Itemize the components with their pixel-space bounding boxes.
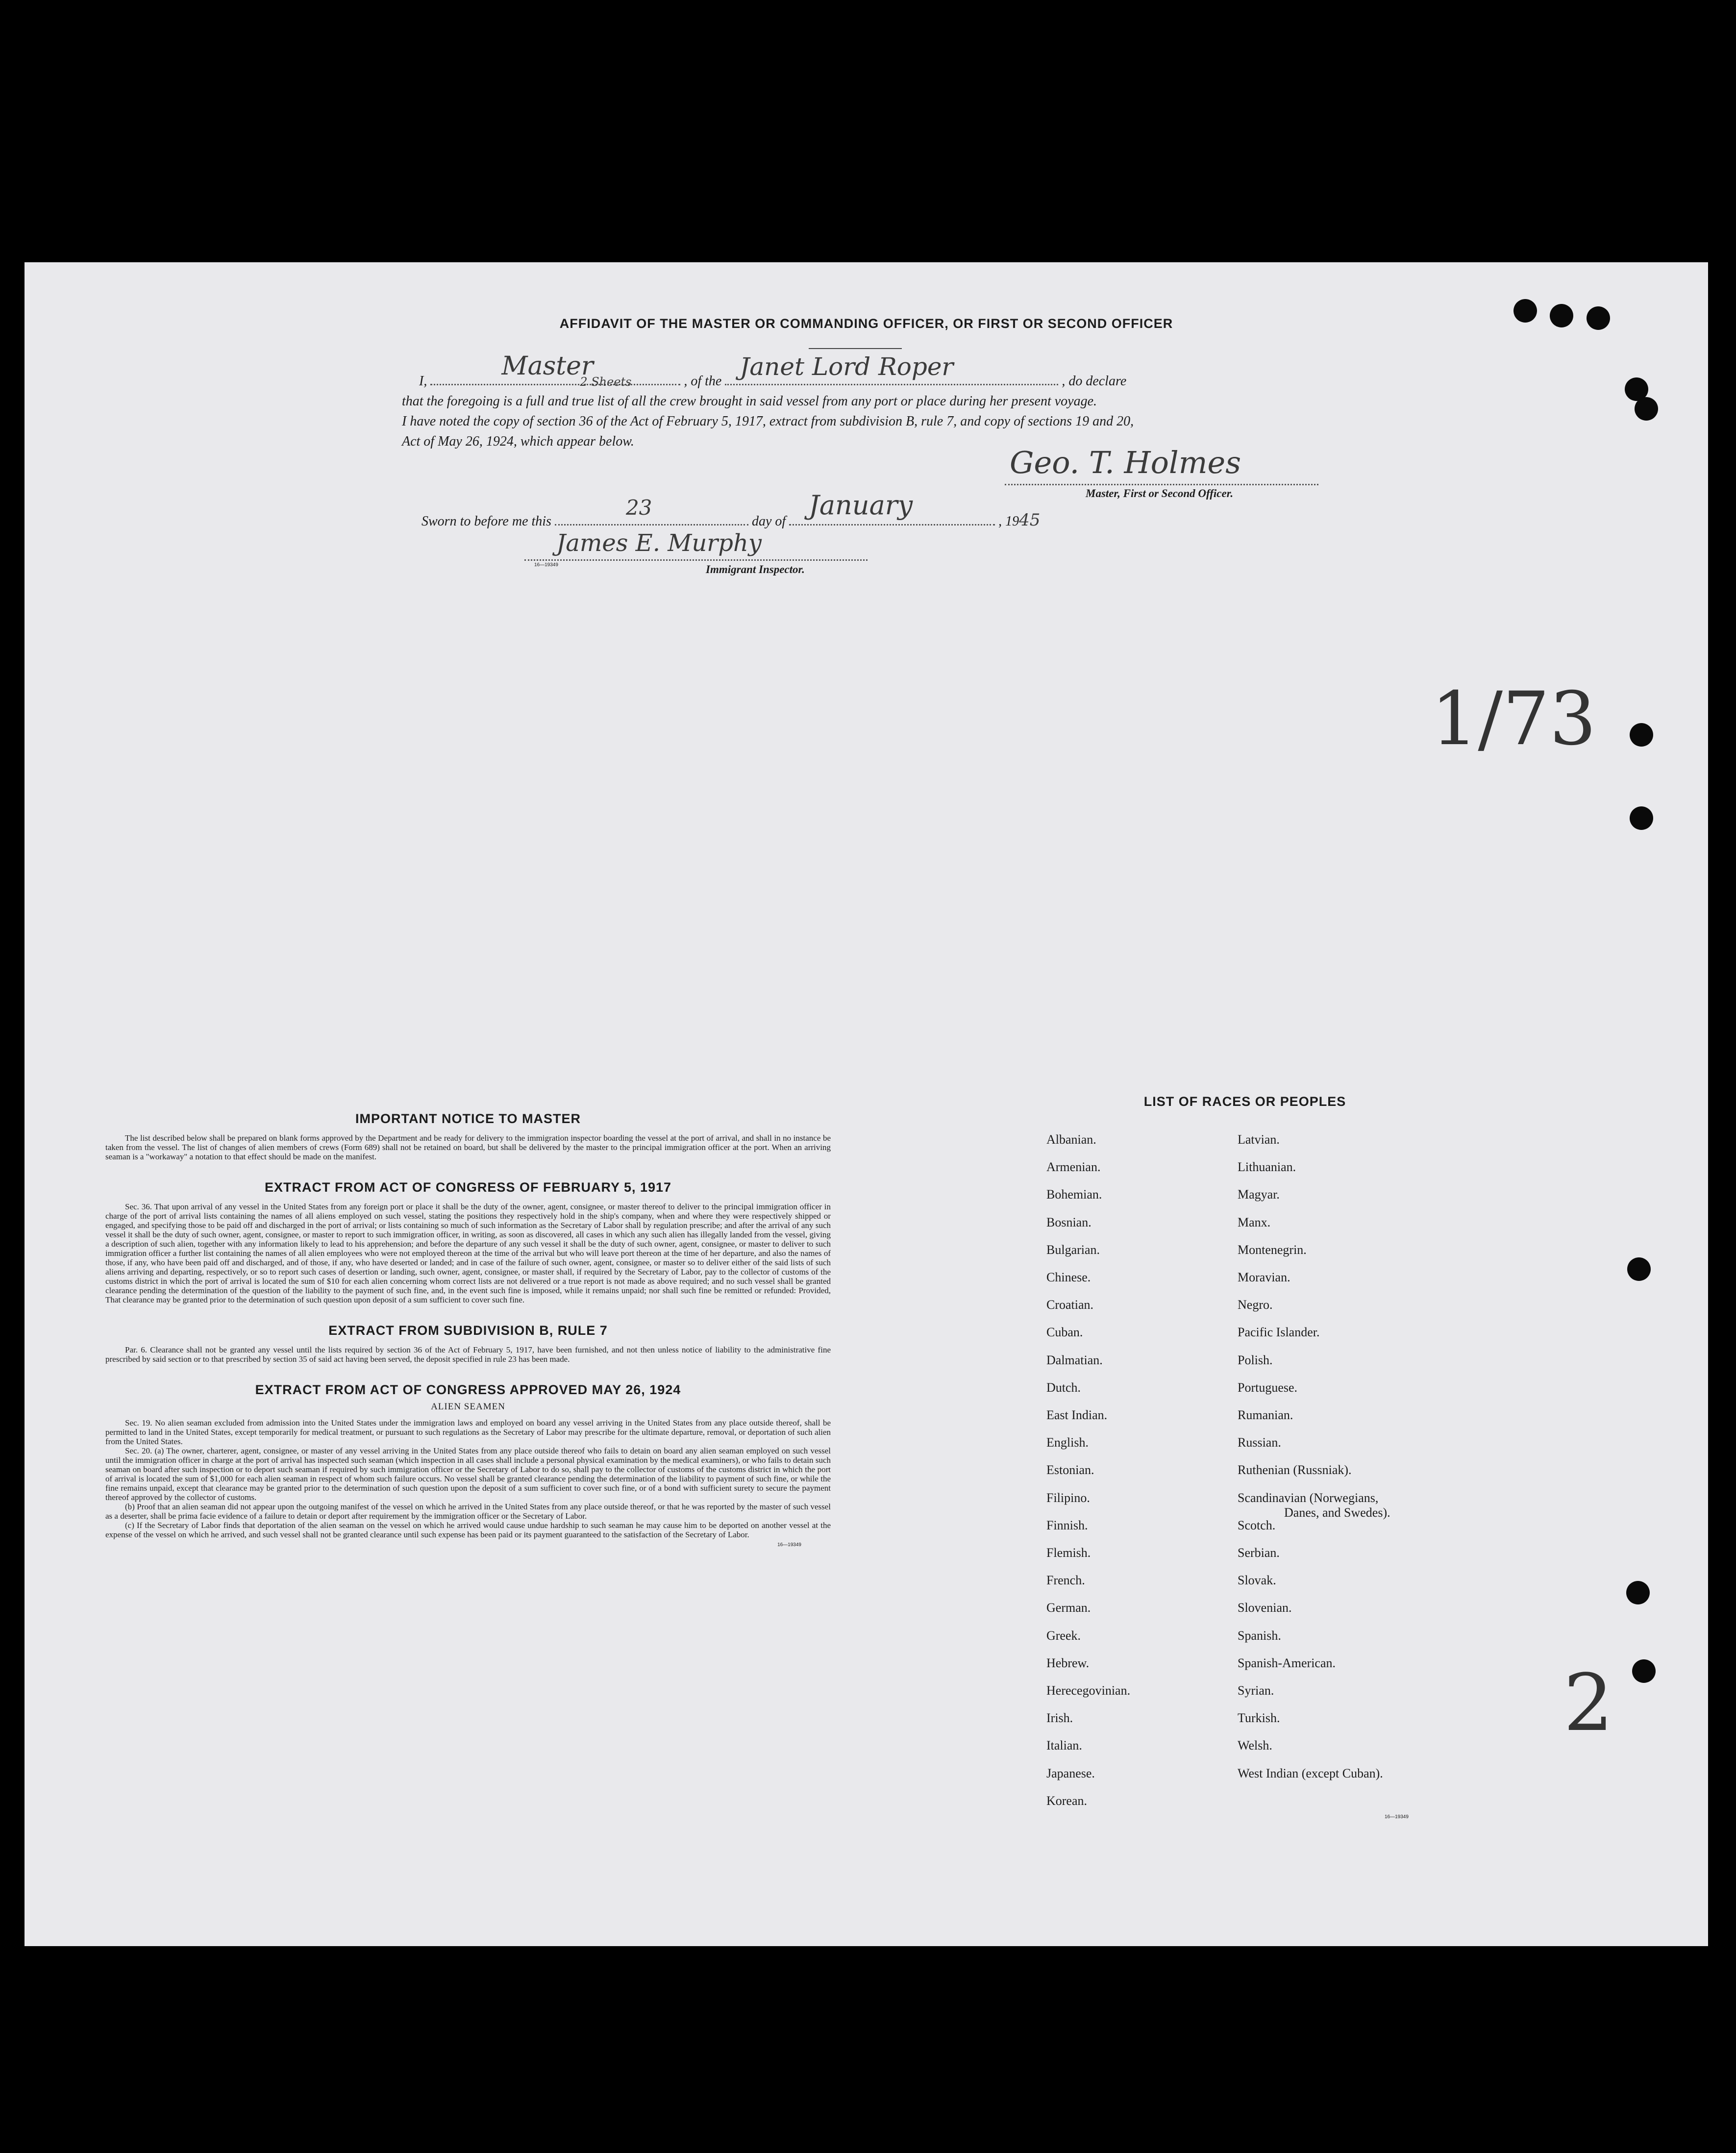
race-item: French. [1046, 1573, 1085, 1588]
rule-7-title: EXTRACT FROM SUBDIVISION B, RULE 7 [328, 1323, 608, 1338]
race-item: Syrian. [1238, 1683, 1274, 1698]
race-item: German. [1046, 1601, 1091, 1615]
officer-name-handwritten: Master [501, 351, 594, 381]
race-item: Pacific Islander. [1238, 1325, 1320, 1340]
race-item: Bosnian. [1046, 1215, 1091, 1229]
signature-caption: Master, First or Second Officer. [1086, 487, 1234, 500]
race-item: Korean. [1046, 1793, 1088, 1808]
race-item: Latvian. [1238, 1132, 1280, 1147]
race-item: Dalmatian. [1046, 1352, 1103, 1367]
notice-text: The list described below shall be prepared on blank forms approved by the Department and be ready for delivery to the immigration inspector boarding the vessel at the port of arrival, and shall in no instance be taken from the vessel. The list of changes of alien members of crews (Form 689) shall not be retained on board, but shall be delivered by the master to the principal immigration officer at the port. When an arriving seaman is a "workaway" a notation to that effect should be made on the manifest. [105, 1133, 831, 1161]
margin-fraction: 1/73 [1431, 676, 1596, 762]
race-item: Manx. [1238, 1215, 1271, 1229]
race-item: Albanian. [1046, 1132, 1096, 1147]
punch-hole [1513, 299, 1537, 323]
vessel-name-handwritten: Janet Lord Roper [740, 352, 954, 381]
race-item: Polish. [1238, 1352, 1273, 1367]
section-20b-text: (b) Proof that an alien seaman did not appear upon the outgoing manifest of the vessel on which he arrived in the United States from any place outside thereof, or that he was reported by the master of such vessel as a deserter, shall be prima facie evidence of a failure to detain or deport after requirement by the immigration officer or the Secretary of Labor. [105, 1502, 831, 1521]
race-item: English. [1046, 1435, 1089, 1450]
punch-hole [1630, 723, 1653, 747]
month-field [789, 490, 995, 526]
inspector-line [524, 559, 868, 561]
race-item: Slovak. [1238, 1573, 1276, 1588]
sheets-handwritten: 2 Sheets [580, 375, 632, 389]
extract-1917-title: EXTRACT FROM ACT OF CONGRESS OF FEBRUARY 5, 1917 [264, 1180, 672, 1195]
day-handwritten: 23 [625, 496, 652, 520]
notice-form-number: 16—19349 [777, 1542, 801, 1548]
extract-1917-text: Sec. 36. That upon arrival of any vessel in the United States from any foreign port or place it shall be the duty of the owner, agent, consignee, or master thereof to deliver to the principal immigration officer in charge of the port of arrival lists containing the names of all aliens employed on such vessel, stating the positions they respectively hold in the ship's company, when and where they were respectively shipped or engaged, and specifying those to be paid off and discharged in the port of arrival; or lists containing so much of such information as the Secretary of Labor shall by regulation prescribe; and after the arrival of any such vessel it shall be the duty of such owner, agent, consignee, or master to report to such immigration officer, in writing, as soon as discovered, all cases in which any such alien has illegally landed from the vessel, giving a description of such alien, together with any information likely to lead to his apprehension; and before the departure of any such vessel it shall be the duty of such owner, agent, consignee, or master to deliver to such immigration officer a further list containing the names of all alien employees who were not employed thereon at the time of the arrival but who will leave port thereon at the time of her departure, and also the names of those, if any, who have been paid off and discharged, and of those, if any, who have deserted or landed; and in case of the failure of such owner, agent, consignee, or master so to deliver either of the said lists of such aliens arriving and departing, respectively, or so to report such cases of desertion or landing, such owner, agent, consignee, or master shall, if required by the Secretary of Labor, pay to the collector of customs of the customs district in which the port of arrival is located the sum of $10 for each alien concerning whom correct lists are not delivered or a true report is not made as above required; and no such vessel shall be granted clearance pending the determination of the question of the liability to the payment of such fine, and, in the event such fine is imposed, while it remains unpaid; nor shall such fine be remitted or refunded: Provided, That clearance may be granted prior to the determination of such question upon deposit of a sum sufficient to cover such fine. [105, 1202, 831, 1304]
day-of-label: day of [751, 514, 786, 529]
race-item: Russian. [1238, 1435, 1281, 1450]
race-item: Bohemian. [1046, 1187, 1102, 1202]
punch-hole [1587, 306, 1610, 330]
race-item: Slovenian. [1238, 1601, 1292, 1615]
month-handwritten: January [809, 490, 913, 521]
punch-hole [1627, 1257, 1651, 1281]
race-item: Spanish-American. [1238, 1655, 1336, 1670]
race-item: Bulgarian. [1046, 1242, 1100, 1257]
race-item: Estonian. [1046, 1463, 1094, 1477]
race-item: Greek. [1046, 1628, 1081, 1643]
sworn-line [422, 490, 1041, 530]
section-20a-text: Sec. 20. (a) The owner, charterer, agent, consignee, or master of any vessel arriving in the United States from any place outside thereof who fails to detain on board any alien seaman employed on such vessel until the immigration officer in charge at the port of arrival has inspected such seaman (which inspection in all cases shall include a personal physical examination by the medical examiners), or who fails to detain such seaman on board after such inspection or to deport such seaman if required by such immigration officer or the Secretary of Labor to do so, shall pay to the collector of customs of the customs district in which the port of arrival is located the sum of $1,000 for each alien seaman in respect of whom such failure occurs. No vessel shall be granted clearance pending the determination of the liability to payment of such fine, or while the fine remains unpaid, except that clearance may be granted prior to the determination of such question upon the deposit of a sum sufficient to cover such fine, or of a bond with sufficient surety to secure the payment thereof approved by the collector of customs. [105, 1446, 831, 1502]
inspector-signature: James E. Murphy [556, 529, 762, 557]
races-title: LIST OF RACES OR PEOPLES [1143, 1094, 1346, 1109]
year-handwritten: 45 [1019, 510, 1041, 530]
race-item: Spanish. [1238, 1628, 1281, 1643]
race-item: Magyar. [1238, 1187, 1280, 1202]
inspector-caption: Immigrant Inspector. [706, 563, 805, 576]
sworn-label: Sworn to before me this [422, 514, 551, 529]
year-prefix: , 19 [998, 514, 1019, 529]
race-item: Chinese. [1046, 1270, 1091, 1284]
section-20c-text: (c) If the Secretary of Labor finds that deportation of the alien seaman on the vessel on which he arrived would cause undue hardship to such seaman he may cause him to be deported on another vessel at the expense of the vessel on which he arrived, and such vessel shall not be granted clearance until such expense has been paid or its payment guaranteed to the satisfaction of the Secretary of Labor. [105, 1521, 831, 1539]
document-page [25, 262, 1708, 1946]
race-item: Portuguese. [1238, 1380, 1298, 1395]
race-item: Japanese. [1046, 1766, 1095, 1780]
punch-hole [1550, 304, 1573, 327]
do-declare-label: , do declare [1062, 374, 1127, 389]
race-item: Negro. [1238, 1298, 1273, 1312]
race-item: Flemish. [1046, 1546, 1091, 1560]
race-item: Lithuanian. [1238, 1160, 1296, 1175]
race-item: Hebrew. [1046, 1655, 1090, 1670]
affidavit-line-4: Act of May 26, 1924, which appear below. [402, 434, 634, 449]
officer-name-field [430, 351, 680, 389]
alien-seamen-subtitle: ALIEN SEAMEN [431, 1402, 505, 1412]
punch-hole [1626, 1581, 1650, 1604]
punch-hole [1635, 397, 1658, 421]
punch-hole [1630, 806, 1653, 830]
race-item: Turkish. [1238, 1711, 1280, 1726]
notice-section [105, 1111, 831, 1548]
race-item: Armenian. [1046, 1160, 1101, 1175]
extract-1924-title: EXTRACT FROM ACT OF CONGRESS APPROVED MAY 26, 1924 [255, 1382, 681, 1397]
page-mark: 2 [1563, 1657, 1613, 1749]
of-the-label: , of the [684, 374, 722, 389]
signature-line [1005, 484, 1318, 485]
affidavit-title: AFFIDAVIT OF THE MASTER OR COMMANDING OFFICER, OR FIRST OR SECOND OFFICER [559, 316, 1173, 331]
race-item: West Indian (except Cuban). [1238, 1766, 1383, 1780]
race-item: Montenegrin. [1238, 1242, 1307, 1257]
master-signature: Geo. T. Holmes [1010, 445, 1241, 480]
affidavit-form-number: 16—19349 [534, 562, 558, 568]
affidavit-line-3: I have noted the copy of section 36 of the Act of February 5, 1917, extract from subdivision B, rule 7, and copy of sections 19 and 20, [402, 414, 1134, 429]
race-item: Herecegovinian. [1046, 1683, 1131, 1698]
race-item: Ruthenian (Russniak). [1238, 1463, 1352, 1477]
race-item: Filipino. [1046, 1490, 1090, 1505]
race-item: Croatian. [1046, 1298, 1094, 1312]
vessel-name-field [725, 352, 1058, 385]
race-item: Rumanian. [1238, 1408, 1293, 1422]
race-item: Dutch. [1046, 1380, 1081, 1395]
race-item: Finnish. [1046, 1518, 1088, 1532]
race-item: Scotch. [1238, 1518, 1276, 1532]
scandinavian-continued: Danes, and Swedes). [1284, 1505, 1390, 1520]
title-rule [809, 348, 902, 349]
race-item: Irish. [1046, 1711, 1073, 1726]
race-item: Serbian. [1238, 1546, 1280, 1560]
race-item: Welsh. [1238, 1738, 1272, 1753]
race-item: Moravian. [1238, 1270, 1290, 1284]
race-item: Scandinavian (Norwegians, [1238, 1490, 1379, 1505]
affidavit-line-2: that the foregoing is a full and true list of all the crew brought in said vessel from any port or place during her present voyage. [402, 394, 1097, 409]
race-item: Cuban. [1046, 1325, 1083, 1340]
section-19-text: Sec. 19. No alien seaman excluded from admission into the United States under the immigration laws and employed on board any vessel arriving in the United States from any place outside thereof, shall be permitted to land in the United States, except temporarily for medical treatment, or pursuant to such regulations as the Secretary of Labor may prescribe for the ultimate departure, removal, or deportation of such alien from the United States. [105, 1418, 831, 1446]
races-form-number: 16—19349 [1385, 1814, 1409, 1820]
race-item: East Indian. [1046, 1408, 1108, 1422]
i-label: I, [419, 374, 427, 389]
punch-hole [1632, 1659, 1656, 1683]
affidavit-line-1 [419, 351, 1127, 389]
rule-7-text: Par. 6. Clearance shall not be granted any vessel until the lists required by section 36 of the Act of February 5, 1917, have been furnished, and not then unless notice of liability to the administrative fine prescribed by said section or to that prescribed by section 35 of said act having been served, the deposit specified in rule 23 has been made. [105, 1345, 831, 1364]
day-field [555, 496, 748, 526]
race-item: Italian. [1046, 1738, 1082, 1753]
notice-title: IMPORTANT NOTICE TO MASTER [355, 1111, 581, 1126]
